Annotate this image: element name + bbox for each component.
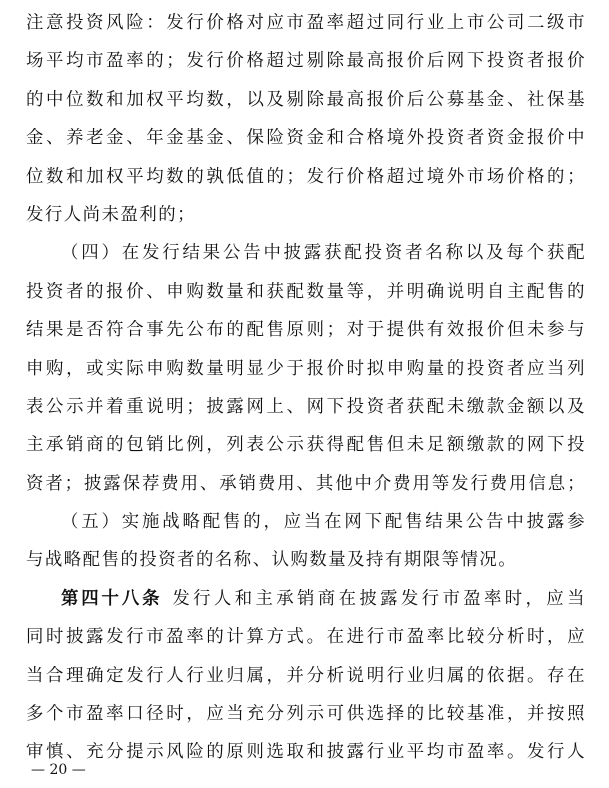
text-line: 注意投资风险：发行价格对应市盈率超过同行业上市公司二级市 xyxy=(26,13,586,33)
text-line: 结果是否符合事先公布的配售原则；对于提供有效报价但未参与 xyxy=(26,320,586,341)
article-first-line xyxy=(26,580,586,618)
text-line: 金、养老金、年金基金、保险资金和合格境外投资者资金报价中 xyxy=(26,128,586,149)
paragraph-risk-continuation xyxy=(26,4,586,234)
text-line: 同时披露发行市盈率的计算方式。在进行市盈率比较分析时，应 xyxy=(26,627,586,648)
text-line: 的中位数和加权平均数，以及剔除最高报价后公募基金、社保基 xyxy=(26,89,586,110)
text-line: 场平均市盈率的；发行价格超过剔除最高报价后网下投资者报价 xyxy=(26,51,586,72)
text-line: 当合理确定发行人行业归属，并分析说明行业归属的依据。存在 xyxy=(26,665,586,686)
text-line: 资者；披露保荐费用、承销费用、其他中介费用等发行费用信息； xyxy=(26,473,586,494)
article-title: 第四十八条 xyxy=(61,588,163,609)
text-line: 发行人尚未盈利的； xyxy=(26,204,197,225)
text-line: 审慎、充分提示风险的原则选取和披露行业平均市盈率。发行人 xyxy=(26,742,586,763)
text-line: （五）实施战略配售的，应当在网下配售结果公告中披露参 xyxy=(61,512,586,533)
document-page xyxy=(26,4,586,772)
text-line: 投资者的报价、申购数量和获配数量等，并明确说明自主配售的 xyxy=(26,281,586,302)
text-line: 多个市盈率口径时，应当充分列示可供选择的比较基准，并按照 xyxy=(26,704,586,725)
text-line: 表公示并着重说明；披露网上、网下投资者获配未缴款金额以及 xyxy=(26,396,586,417)
text-line: （四）在发行结果公告中披露获配投资者名称以及每个获配 xyxy=(61,243,586,264)
paragraph-article-48 xyxy=(26,580,586,772)
text-line: 与战略配售的投资者的名称、认购数量及持有期限等情况。 xyxy=(26,550,518,571)
text-line: 主承销商的包销比例，列表公示获得配售但未足额缴款的网下投 xyxy=(26,435,586,456)
page-number: — 20 — xyxy=(31,762,86,778)
paragraph-item-five xyxy=(26,503,586,580)
paragraph-item-four xyxy=(26,234,586,503)
text-line: 申购，或实际申购数量明显少于报价时拟申购量的投资者应当列 xyxy=(26,358,586,379)
article-first-line-text: 发行人和主承销商在披露发行市盈率时，应当 xyxy=(172,588,586,609)
text-line: 位数和加权平均数的孰低值的；发行价格超过境外市场价格的； xyxy=(26,166,586,187)
